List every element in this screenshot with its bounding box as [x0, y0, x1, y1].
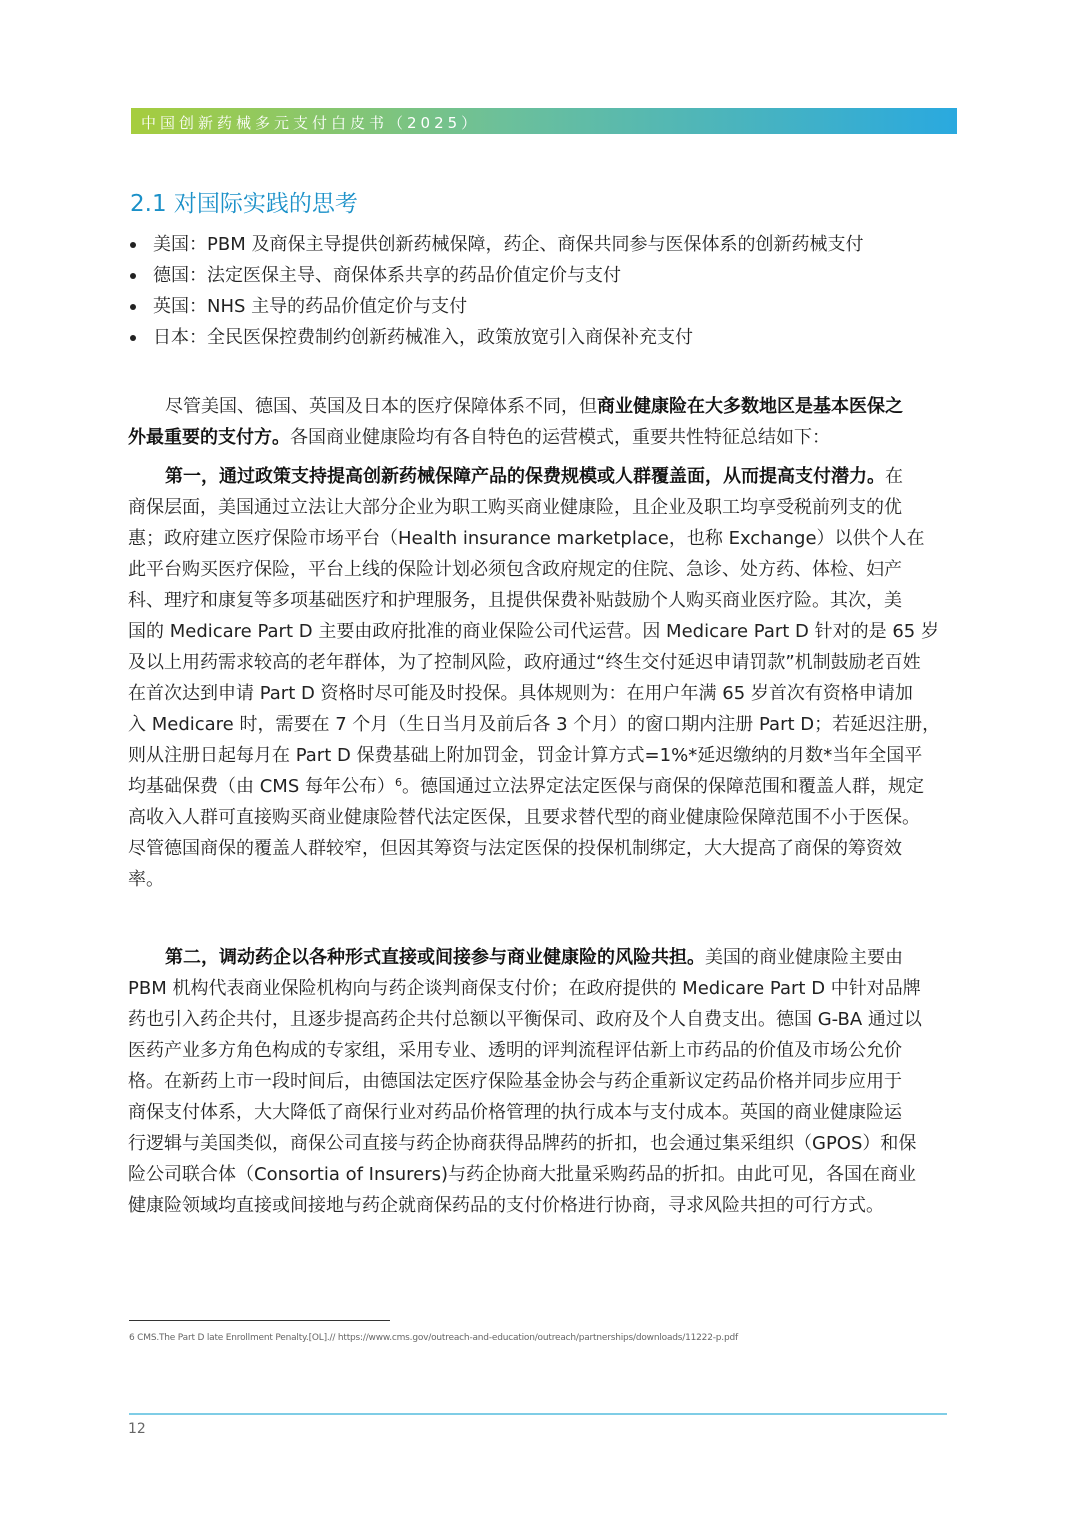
- bullet-item-germany: [128, 260, 863, 291]
- paragraph-line: 国的 Medicare Part D 主要由政府批准的商业保险公司代运营。因 Medicare Part D 针对的是 65 岁: [128, 621, 939, 642]
- text-run: 在: [885, 466, 903, 487]
- paragraph-line: [128, 771, 940, 802]
- page-number: 12: [128, 1421, 146, 1437]
- paragraph-line: 行逻辑与美国类似，商保公司直接与药企协商获得品牌药的折扣，也会通过集采组织（GPOS）和保: [128, 1133, 917, 1154]
- paragraph-line: 在首次达到申请 Part D 资格时尽可能及时投保。具体规则为：在用户年满 65 岁首次有资格申请加: [128, 683, 913, 704]
- first-point-paragraph: [128, 461, 940, 895]
- text-run: 。德国通过立法界定法定医保与商保的保障范围和覆盖人群，规定: [401, 776, 924, 797]
- bullet-dot-icon: [130, 335, 136, 341]
- paragraph-line: 入 Medicare 时，需要在 7 个月（生日当月及前后各 3 个月）的窗口期内注册 Part D；若延迟注册，: [128, 714, 941, 735]
- paragraph-line: 险公司联合体（Consortia of Insurers)与药企协商大批量采购药品的折扣。由此可见，各国在商业: [128, 1164, 917, 1185]
- paragraph-line: [128, 391, 940, 422]
- footnote-reference[interactable]: 6: [394, 776, 402, 789]
- paragraph-line: 尽管德国商保的覆盖人群较窄，但因其筹资与法定医保的投保机制绑定，大大提高了商保的筹资效: [128, 838, 902, 859]
- intro-paragraph: [128, 391, 940, 453]
- text-run: 美国的商业健康险主要由: [705, 947, 903, 968]
- bullet-dot-icon: [130, 273, 136, 279]
- paragraph-line: 高收入人群可直接购买商业健康险替代法定医保，且要求替代型的商业健康险保障范围不小于医保。: [128, 807, 920, 828]
- text-run: 各国商业健康险均有各自特色的运营模式，重要共性特征总结如下：: [290, 427, 830, 448]
- section-title: 2.1 对国际实践的思考: [130, 191, 358, 217]
- first-point-heading: 第一，通过政策支持提高创新药械保障产品的保费规模或人群覆盖面，从而提高支付潜力。: [165, 466, 885, 487]
- document-title: 中国创新药械多元支付白皮书（2025）: [141, 114, 481, 132]
- paragraph-line: 率。: [128, 869, 164, 890]
- paragraph-line: [128, 942, 940, 973]
- footer-divider: [129, 1413, 947, 1415]
- second-point-heading: 第二，调动药企以各种形式直接或间接参与商业健康险的风险共担。: [165, 947, 705, 968]
- paragraph-line: 科、理疗和康复等多项基础医疗和护理服务，且提供保费补贴鼓励个人购买商业医疗险。其次，美: [128, 590, 902, 611]
- footnote-divider: [129, 1320, 390, 1321]
- paragraph-line: 医药产业多方角色构成的专家组，采用专业、透明的评判流程评估新上市药品的价值及市场公允价: [128, 1040, 902, 1061]
- bullet-item-uk: [128, 291, 863, 322]
- paragraph-line: 格。在新药上市一段时间后，由德国法定医疗保险基金协会与药企重新议定药品价格并同步应用于: [128, 1071, 902, 1092]
- paragraph-line: 则从注册日起每月在 Part D 保费基础上附加罚金，罚金计算方式=1%*延迟缴纳的月数*当年全国平: [128, 745, 923, 766]
- paragraph-line: 药也引入药企共付，且逐步提高药企共付总额以平衡保司、政府及个人自费支出。德国 G-BA 通过以: [128, 1009, 922, 1030]
- bullet-text: 日本：全民医保控费制约创新药械准入，政策放宽引入商保补充支付: [153, 327, 693, 348]
- paragraph-line: 健康险领域均直接或间接地与药企就商保药品的支付价格进行协商，寻求风险共担的可行方式。: [128, 1195, 884, 1216]
- footnote-text: 6 CMS.The Part D late Enrollment Penalty.[OL].// https://www.cms.gov/outreach-and-education/outreach/partnerships/downloads/11222-p.pdf: [129, 1333, 738, 1343]
- bullet-text: 美国：PBM 及商保主导提供创新药械保障，药企、商保共同参与医保体系的创新药械支付: [153, 234, 864, 255]
- paragraph-line: [128, 461, 940, 492]
- bullet-text: 德国：法定医保主导、商保体系共享的药品价值定价与支付: [153, 265, 621, 286]
- country-bullet-list: [128, 229, 863, 353]
- bullet-item-usa: [128, 229, 863, 260]
- header-band: [131, 108, 957, 134]
- text-run: 均基础保费（由 CMS 每年公布）: [128, 776, 395, 797]
- bold-text-run: 商业健康险在大多数地区是基本医保之: [597, 396, 903, 417]
- bullet-dot-icon: [130, 242, 136, 248]
- paragraph-line: 此平台购买医疗保险，平台上线的保险计划必须包含政府规定的住院、急诊、处方药、体检、妇产: [128, 559, 902, 580]
- paragraph-line: [128, 422, 940, 453]
- text-run: 尽管美国、德国、英国及日本的医疗保障体系不同，但: [165, 396, 597, 417]
- paragraph-line: 商保支付体系，大大降低了商保行业对药品价格管理的执行成本与支付成本。英国的商业健康险运: [128, 1102, 902, 1123]
- paragraph-line: 惠；政府建立医疗保险市场平台（Health insurance marketplace，也称 Exchange）以供个人在: [128, 528, 925, 549]
- bold-text-run: 外最重要的支付方。: [128, 427, 290, 448]
- paragraph-line: 及以上用药需求较高的老年群体，为了控制风险，政府通过“终生交付延迟申请罚款”机制鼓励老百姓: [128, 652, 921, 673]
- paragraph-line: PBM 机构代表商业保险机构向与药企谈判商保支付价；在政府提供的 Medicare Part D 中针对品牌: [128, 978, 921, 999]
- bullet-text: 英国：NHS 主导的药品价值定价与支付: [153, 296, 468, 317]
- bullet-item-japan: [128, 322, 863, 353]
- bullet-dot-icon: [130, 304, 136, 310]
- paragraph-line: 商保层面，美国通过立法让大部分企业为职工购买商业健康险，且企业及职工均享受税前列支的优: [128, 497, 902, 518]
- second-point-paragraph: [128, 942, 940, 1221]
